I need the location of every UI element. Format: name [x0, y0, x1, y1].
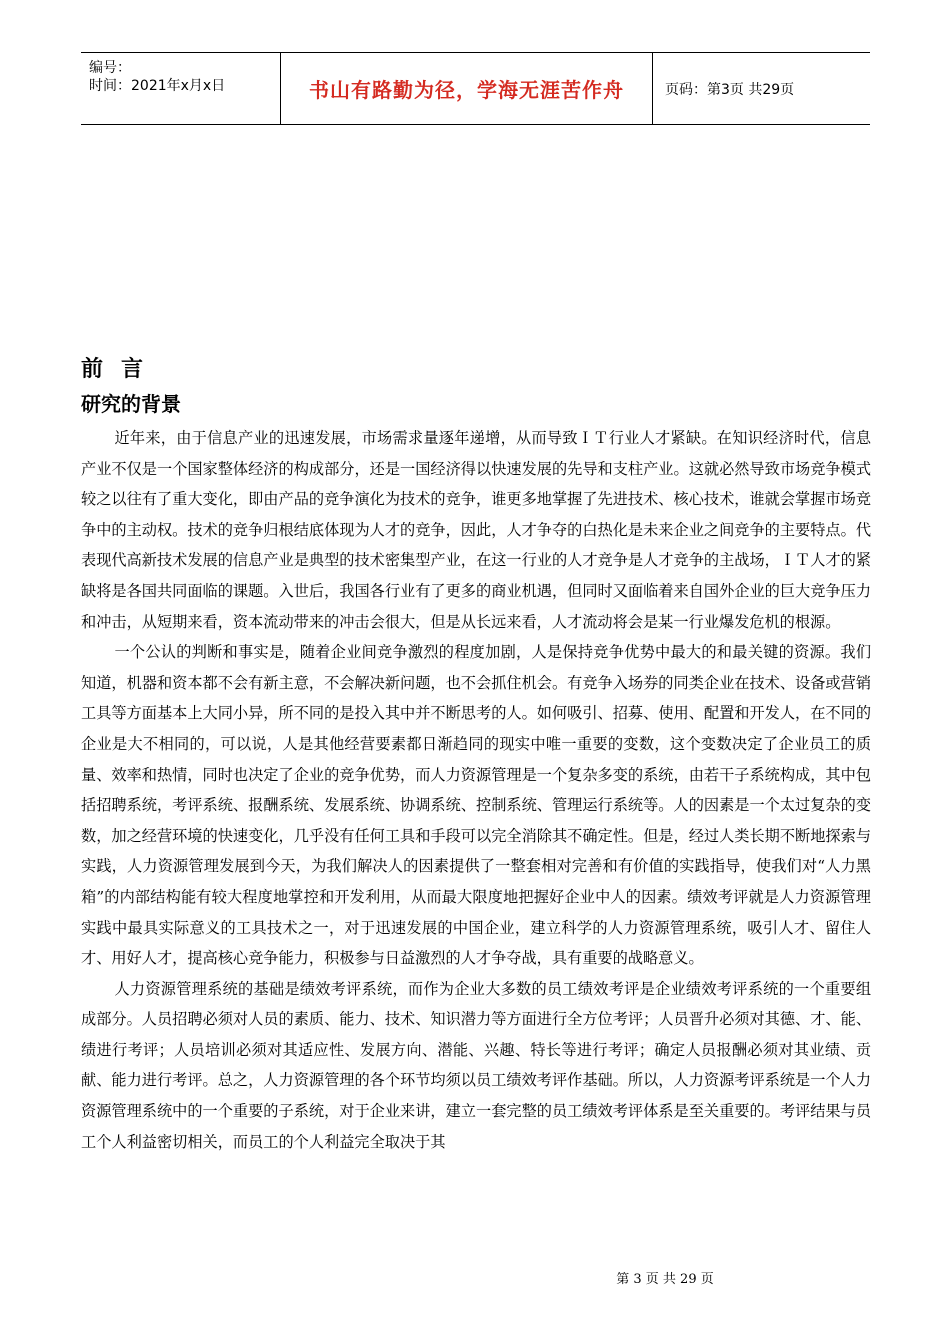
- heading-background: 研究的背景: [81, 392, 181, 416]
- header-motto: 书山有路勤为径，学海无涯苦作舟: [309, 78, 624, 102]
- heading-preface: 前言: [81, 357, 162, 382]
- page-footer: 第 3 页 共 29 页: [616, 1272, 714, 1287]
- document-number-label: 编号：: [89, 60, 131, 76]
- header-motto-cell: [281, 53, 653, 124]
- paragraph: 近年来，由于信息产业的迅速发展，市场需求量逐年递增，从而导致ＩＴ行业人才紧缺。在知识经济时代，信息产业不仅是一个国家整体经济的构成部分，还是一国经济得以快速发展的先导和支柱产业。这就必然导致市场竞争模式较之以往有了重大变化，即由产品的竞争演化为技术的竞争，谁更多地掌握了先进技术、核心技术，谁就会掌握市场竞争中的主动权。技术的竞争归根结底体现为人才的竞争，因此，人才争夺的白热化是未来企业之间竞争的主要特点。代表现代高新技术发展的信息产业是典型的技术密集型产业，在这一行业的人才竞争是人才竞争的主战场，ＩＴ人才的紧缺将是各国共同面临的课题。入世后，我国各行业有了更多的商业机遇，但同时又面临着来自国外企业的巨大竞争压力和冲击，从短期来看，资本流动带来的冲击会很大，但是从长远来看，人才流动将会是某一行业爆发危机的根源。: [81, 429, 871, 631]
- header-page-cell: [653, 53, 870, 124]
- header-page-code: 页码：第3页 共29页: [665, 81, 795, 98]
- paragraph: 一个公认的判断和事实是，随着企业间竞争激烈的程度加剧，人是保持竞争优势中最大的和最关键的资源。我们知道，机器和资本都不会有新主意，不会解决新问题，也不会抓住机会。有竞争入场券的同类企业在技术、设备或营销工具等方面基本上大同小异，所不同的是投入其中并不断思考的人。如何吸引、招募、使用、配置和开发人，在不同的企业是大不相同的，可以说，人是其他经营要素都日渐趋同的现实中唯一重要的变数，这个变数决定了企业员工的质量、效率和热情，同时也决定了企业的竞争优势，而人力资源管理是一个复杂多变的系统，由若干子系统构成，其中包括招聘系统，考评系统、报酬系统、发展系统、协调系统、控制系统、管理运行系统等。人的因素是一个太过复杂的变数，加之经营环境的快速变化，几乎没有任何工具和手段可以完全消除其不确定性。但是，经过人类长期不断地探索与实践，人力资源管理发展到今天，为我们解决人的因素提供了一整套相对完善和有价值的实践指导，使我们对“人力黑箱”的内部结构能有较大程度地掌控和开发利用，从而最大限度地把握好企业中人的因素。绩效考评就是人力资源管理实践中最具实际意义的工具技术之一，对于迅速发展的中国企业，建立科学的人力资源管理系统，吸引人才、留住人才、用好人才，提高核心竞争能力，积极参与日益激烈的人才争夺战，具有重要的战略意义。: [81, 643, 871, 968]
- document-header: [81, 52, 870, 125]
- header-meta-cell: [81, 53, 281, 124]
- paragraph: 人力资源管理系统的基础是绩效考评系统，而作为企业大多数的员工绩效考评是企业绩效考评系统的一个重要组成部分。人员招聘必须对人员的素质、能力、技术、知识潜力等方面进行全方位考评；人员晋升必须对其德、才、能、绩进行考评；人员培训必须对其适应性、发展方向、潜能、兴趣、特长等进行考评；确定人员报酬必须对其业绩、贡献、能力进行考评。总之，人力资源管理的各个环节均须以员工绩效考评作基础。所以，人力资源考评系统是一个人力资源管理系统中的一个重要的子系统，对于企业来讲，建立一套完整的员工绩效考评体系是至关重要的。考评结果与员工个人利益密切相关，而员工的个人利益完全取决于其: [81, 979, 871, 1151]
- body-text: [81, 423, 871, 1157]
- document-time-label: 时间：2021年x月x日: [89, 78, 226, 94]
